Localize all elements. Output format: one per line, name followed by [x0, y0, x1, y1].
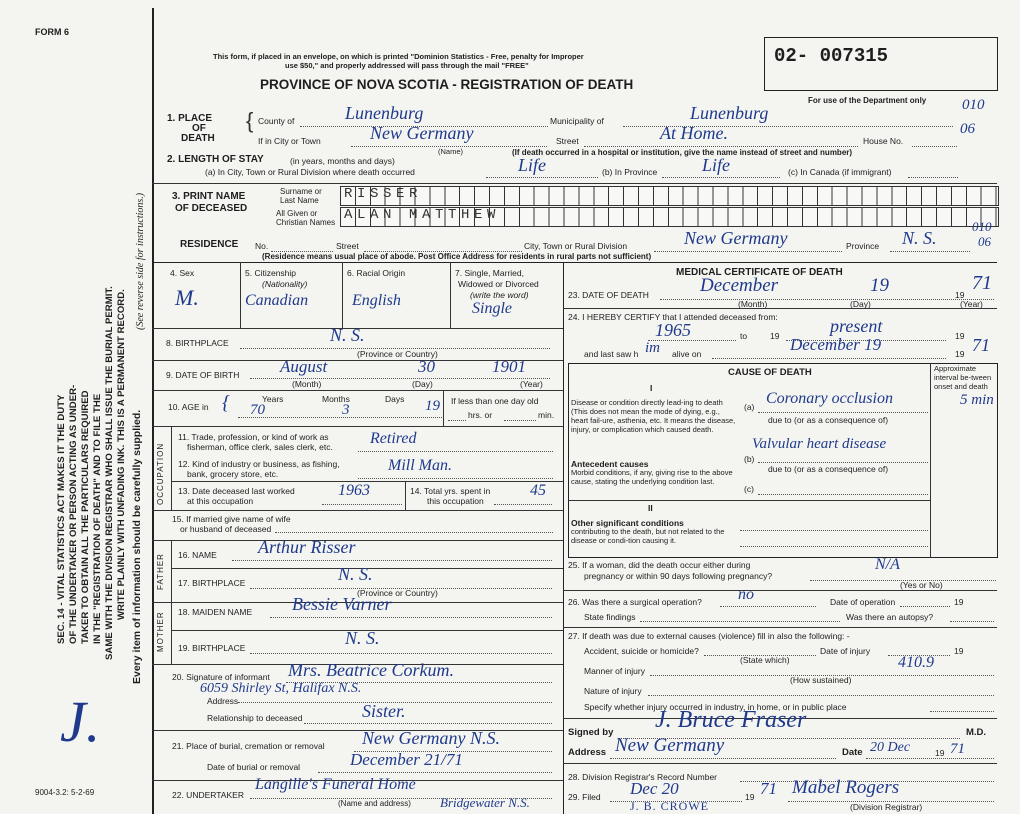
manner-label: Manner of injury	[584, 666, 645, 676]
signed-by-label: Signed by	[568, 727, 614, 738]
undertaker-name-value: Langille's Funeral Home	[255, 776, 416, 793]
racial-origin-label: 6. Racial Origin	[347, 268, 406, 278]
part-i-label: I	[650, 383, 653, 393]
department-code-1: 010	[962, 97, 985, 113]
citizenship-label: 5. Citizenship	[245, 268, 297, 278]
physician-signature: J. Bruce Fraser	[655, 707, 807, 733]
registrar-sublabel: (Division Registrar)	[850, 802, 923, 812]
due-to-label-1: due to (or as a consequence of)	[768, 415, 889, 425]
age-label: 10. AGE in	[168, 402, 209, 412]
filed-19: 19	[745, 792, 755, 802]
industry-value: Mill Man.	[388, 457, 452, 474]
due-to-label-2: due to (or as a consequence of)	[768, 464, 889, 474]
envelope-note: This form, if placed in an envelope, on which is printed "Dominion Statistics - Free, penalty for Improper	[213, 52, 584, 61]
father-birthplace-sublabel: (Province or Country)	[357, 588, 438, 598]
cause-b-label: (b)	[744, 454, 755, 464]
dob-year-value: 1901	[492, 357, 526, 376]
father-birthplace-value: N. S.	[338, 564, 373, 584]
industry-label-1: 12. Kind of industry or business, as fishing,	[178, 459, 340, 469]
mother-maiden-label: 18. MAIDEN NAME	[178, 607, 253, 617]
age-years-label: Years	[262, 394, 284, 404]
external-causes-label: 27. If death was due to external causes (violence) fill in also the following: -	[568, 631, 850, 641]
surname-boxes	[340, 186, 999, 206]
trade-label-2: fisherman, office clerk, sales clerk, etc.	[187, 442, 333, 452]
operation-date-19: 19	[954, 597, 964, 607]
last-saw-year-value: 71	[972, 335, 990, 355]
mother-birthplace-label: 19. BIRTHPLACE	[178, 643, 246, 653]
accident-label: Accident, suicide or homicide?	[584, 646, 699, 656]
dob-month-sublabel: (Month)	[292, 379, 322, 389]
mother-birthplace-value: N. S.	[345, 628, 380, 648]
given-name-value: ALAN MATTHEW	[344, 207, 501, 223]
registration-number: 02- 007315	[774, 45, 889, 67]
cause-a-label: (a)	[744, 402, 755, 412]
municipality-value: Lunenburg	[690, 103, 769, 123]
last-worked-label-1: 13. Date deceased last worked	[178, 486, 295, 496]
death-day-sublabel: (Day)	[850, 299, 871, 309]
nature-label: Nature of injury	[584, 686, 642, 696]
interval-label: Approximate interval be-tween onset and death	[934, 364, 992, 391]
under-day-label: If less than one day old	[451, 396, 539, 406]
spouse-label-1: 15. If married give name of wife	[172, 514, 291, 524]
marital-label-2: Widowed or Divorced	[458, 279, 539, 289]
form-number: FORM 6	[35, 27, 70, 37]
surname-value: RISSER	[344, 186, 423, 202]
burial-place-label: 21. Place of burial, cremation or removal	[172, 741, 325, 751]
father-birthplace-label: 17. BIRTHPLACE	[178, 578, 246, 588]
signature-date-19: 19	[935, 748, 945, 758]
hrs-label: hrs. or	[468, 410, 493, 420]
trade-value: Retired	[370, 430, 417, 447]
registrar-stamp: J. B. CROWE	[630, 799, 710, 813]
last-saw-19: 19	[955, 349, 965, 359]
signature-year-value: 71	[950, 741, 965, 757]
city-value: New Germany	[370, 123, 474, 143]
mother-maiden-value: Bessie Varner	[292, 594, 392, 614]
last-saw-label: and last saw h	[584, 349, 639, 359]
side-note-8: (See reverse side for instructions.)	[135, 192, 146, 330]
informant-address-value: 6059 Shirley St, Halifax N.S.	[200, 681, 362, 696]
birthplace-value: N. S.	[330, 325, 365, 345]
name-label-1: 3. PRINT NAME	[172, 191, 246, 202]
filed-label: 29. Filed	[568, 792, 601, 802]
surgery-label: 26. Was there a surgical operation?	[568, 597, 702, 607]
birthplace-label: 8. BIRTHPLACE	[166, 338, 229, 348]
last-saw-gender: im	[645, 340, 660, 356]
death-month-value: December	[700, 275, 779, 296]
last-worked-value: 1963	[338, 482, 370, 499]
given-label-1: All Given or	[276, 209, 318, 218]
side-note-3: TAKER TO OBTAIN ALL THE PARTICULARS REQUIRED	[80, 390, 91, 644]
age-days-value: 19	[425, 398, 440, 414]
burial-place-value: New Germany N.S.	[362, 728, 500, 748]
place-label-death: DEATH	[181, 133, 215, 144]
county-label: County of	[258, 116, 295, 126]
other-conditions-description: contributing to the death, but not related to the disease or condi-tion causing it.	[571, 527, 725, 545]
residence-province-label: Province	[846, 241, 880, 251]
certify-label: 24. I HEREBY CERTIFY that I attended deceased from:	[568, 312, 778, 322]
cause-heading: CAUSE OF DEATH	[728, 367, 812, 378]
relationship-value: Sister.	[362, 701, 406, 721]
total-years-value: 45	[530, 482, 546, 499]
house-number-label: House No.	[863, 136, 904, 146]
pregnancy-sublabel: (Yes or No)	[900, 580, 943, 590]
dob-day-value: 30	[418, 357, 435, 376]
surname-label-2: Last Name	[280, 196, 319, 205]
how-sustained-sublabel: (How sustained)	[790, 675, 852, 685]
undertaker-label: 22. UNDERTAKER	[172, 790, 244, 800]
signature-date-value: 20 Dec	[870, 740, 911, 755]
racial-origin-value: English	[352, 292, 401, 309]
death-year-value: 71	[972, 272, 992, 294]
father-name-label: 16. NAME	[178, 550, 217, 560]
death-year-sublabel: (Year)	[960, 299, 983, 309]
age-days-label: Days	[385, 394, 405, 404]
residence-city-label: City, Town or Rural Division	[524, 241, 628, 251]
min-label: min.	[538, 410, 555, 420]
dob-month-value: August	[280, 357, 328, 376]
side-note-4: IN THE "REGISTRATION OF DEATH" AND TO FILE THE	[92, 393, 103, 644]
state-which-sublabel: (State which)	[740, 655, 790, 665]
sex-label: 4. Sex	[170, 268, 195, 278]
last-worked-label-2: at this occupation	[187, 496, 254, 506]
antecedent-description: Morbid conditions, if any, giving rise to the above cause, stating the underlying condition last.	[571, 468, 733, 486]
department-use-label: For use of the Department only	[808, 96, 927, 105]
trade-label-1: 11. Trade, profession, or kind of work as	[178, 432, 329, 442]
signature-date-label: Date	[842, 747, 863, 758]
street-value: At Home.	[660, 123, 728, 143]
department-code-3: 010	[972, 219, 992, 234]
sex-value: M.	[175, 285, 199, 310]
death-year-prefix: 19	[955, 290, 965, 300]
envelope-note-2: use $50," and properly addressed will pass through the mail "FREE"	[285, 61, 529, 70]
attended-to-value: present	[830, 316, 883, 336]
footer-code: 9004-3.2: 5-2-69	[35, 788, 95, 797]
injury-date-19: 19	[954, 646, 964, 656]
nationality-label: (Nationality)	[262, 279, 308, 289]
father-name-value: Arthur Risser	[258, 537, 356, 557]
residence-no-label: No.	[255, 241, 269, 251]
informant-address-label: Address	[207, 696, 239, 706]
residence-city-value: New Germany	[684, 228, 788, 248]
place-label-of: OF	[192, 123, 206, 134]
attended-to-label: to	[740, 331, 748, 341]
birthplace-sublabel: (Province or Country)	[357, 349, 438, 359]
side-note-5: SAME WITH THE DIVISION REGISTRAR WHO SHALL ISSUE THE BURIAL PERMIT.	[104, 286, 115, 660]
total-years-label-1: 14. Total yrs. spent in	[410, 486, 491, 496]
side-note-1: SEC. 14 - VITAL STATISTICS ACT MAKES IT THE DUTY	[56, 394, 67, 644]
side-note-6: WRITE PLAINLY WITH UNFADING INK. THIS IS A PERMANENT RECORD.	[116, 289, 127, 620]
name-label-2: OF DECEASED	[175, 203, 248, 214]
residence-label: RESIDENCE	[180, 239, 239, 250]
place-label: 1. PLACE	[167, 113, 213, 124]
age-bracket: {	[222, 392, 230, 414]
attended-to-19: 19	[955, 331, 965, 341]
stay-label: 2. LENGTH OF STAY	[167, 154, 264, 165]
physician-address-label: Address	[568, 747, 607, 758]
informant-signature: Mrs. Beatrice Corkum.	[288, 660, 454, 680]
department-code-2: 06	[960, 121, 975, 137]
county-value: Lunenburg	[345, 103, 424, 123]
burial-date-label: Date of burial or removal	[207, 762, 301, 772]
form-title: PROVINCE OF NOVA SCOTIA - REGISTRATION OF DEATH	[260, 77, 634, 92]
death-month-sublabel: (Month)	[738, 299, 768, 309]
residence-note: (Residence means usual place of abode. Post Office Address for residents in rural parts not sufficient)	[262, 252, 652, 261]
age-years-value: 70	[250, 402, 265, 418]
findings-label: State findings	[584, 612, 636, 622]
stay-sublabel: (in years, months and days)	[290, 156, 395, 166]
hospital-note: (If death occurred in a hospital or institution, give the name instead of street and number)	[512, 148, 853, 157]
form-left-border	[152, 8, 154, 814]
physician-address-value: New Germany	[615, 735, 725, 756]
last-saw-date-value: December 19	[790, 335, 882, 354]
part-ii-label: II	[648, 503, 653, 513]
other-conditions-label: Other significant conditions	[571, 518, 684, 528]
surgery-value: no	[738, 586, 754, 603]
dob-day-sublabel: (Day)	[412, 379, 433, 389]
residence-street-label: Street	[336, 241, 359, 251]
registrar-signature: Mabel Rogers	[792, 777, 900, 798]
department-code-4: 06	[978, 234, 991, 249]
dob-year-sublabel: (Year)	[520, 379, 543, 389]
pregnancy-label-2: pregnancy or within 90 days following pregnancy?	[584, 571, 773, 581]
stay-canada-label: (c) In Canada (if immigrant)	[788, 167, 892, 177]
autopsy-label: Was there an autopsy?	[846, 612, 934, 622]
attended-from-19: 19	[770, 331, 780, 341]
residence-province-value: N. S.	[902, 228, 937, 248]
pregnancy-label-1: 25. If a woman, did the death occur either during	[568, 560, 751, 570]
burial-date-value: December 21/71	[350, 750, 463, 769]
operation-date-label: Date of operation	[830, 597, 896, 607]
marital-label-3: (write the word)	[470, 290, 529, 300]
stay-city-value: Life	[518, 155, 547, 175]
side-note-2: OF THE UNDERTAKER OR PERSON ACTING AS UNDER-	[68, 384, 79, 644]
stay-province-value: Life	[702, 155, 731, 175]
marital-label-1: 7. Single, Married,	[455, 268, 524, 278]
age-months-label: Months	[322, 394, 350, 404]
city-label: If in City or Town	[258, 136, 321, 146]
father-side-label: FATHER	[156, 553, 165, 590]
registrar-record-label: 28. Division Registrar's Record Number	[568, 772, 718, 782]
attended-from-value: 1965	[655, 320, 691, 340]
cause-b-value: Valvular heart disease	[752, 436, 887, 452]
informant-signature-label: 20. Signature of informant	[172, 672, 270, 682]
direct-cause-description: Disease or condition directly lead-ing to death (This does not mean the mode of dying, e.g., heart fail-ure, asthenia, etc. It means the disease, injury, or complication which caused death.	[571, 398, 736, 434]
spouse-label-2: or husband of deceased	[180, 524, 272, 534]
alive-on-label: alive on	[672, 349, 702, 359]
citizenship-value: Canadian	[245, 292, 309, 309]
antecedent-label: Antecedent causes	[571, 459, 649, 469]
mother-side-label: MOTHER	[156, 611, 165, 652]
side-initial: J.	[60, 689, 101, 754]
occupation-side-label: OCCUPATION	[156, 442, 165, 505]
relationship-label: Relationship to deceased	[207, 713, 303, 723]
specify-label: Specify whether injury occurred in industry, in home, or in public place	[584, 702, 847, 712]
dob-label: 9. DATE OF BIRTH	[166, 370, 240, 380]
death-day-value: 19	[870, 275, 889, 296]
stay-province-label: (b) In Province	[602, 167, 658, 177]
undertaker-sublabel: (Name and address)	[338, 799, 411, 808]
cause-a-interval: 5 min	[960, 392, 994, 408]
date-of-death-label: 23. DATE OF DEATH	[568, 290, 649, 300]
age-months-value: 3	[342, 402, 350, 418]
cause-c-label: (c)	[744, 484, 754, 494]
stay-city-label: (a) In City, Town or Rural Division where death occurred	[205, 167, 415, 177]
industry-label-2: bank, grocery store, etc.	[187, 469, 279, 479]
md-label: M.D.	[966, 727, 987, 738]
medical-certificate-heading: MEDICAL CERTIFICATE OF DEATH	[676, 267, 843, 278]
side-note-7: Every item of information should be carefully supplied.	[131, 409, 143, 684]
injury-date-label: Date of injury	[820, 646, 871, 656]
city-name-sublabel: (Name)	[438, 147, 464, 156]
pregnancy-value: N/A	[875, 556, 900, 573]
undertaker-address-value: Bridgewater N.S.	[440, 795, 530, 810]
municipality-label: Municipality of	[550, 116, 604, 126]
given-label-2: Christian Names	[276, 218, 336, 227]
cause-a-value: Coronary occlusion	[766, 390, 893, 407]
manner-code-value: 410.9	[898, 654, 934, 671]
filed-date-value: Dec 20	[630, 779, 679, 798]
total-years-label-2: this occupation	[427, 496, 484, 506]
marital-value: Single	[472, 300, 512, 317]
street-label: Street	[556, 136, 579, 146]
place-bracket: {	[246, 108, 254, 133]
filed-year-value: 71	[760, 779, 777, 798]
surname-label-1: Surname or	[280, 187, 322, 196]
